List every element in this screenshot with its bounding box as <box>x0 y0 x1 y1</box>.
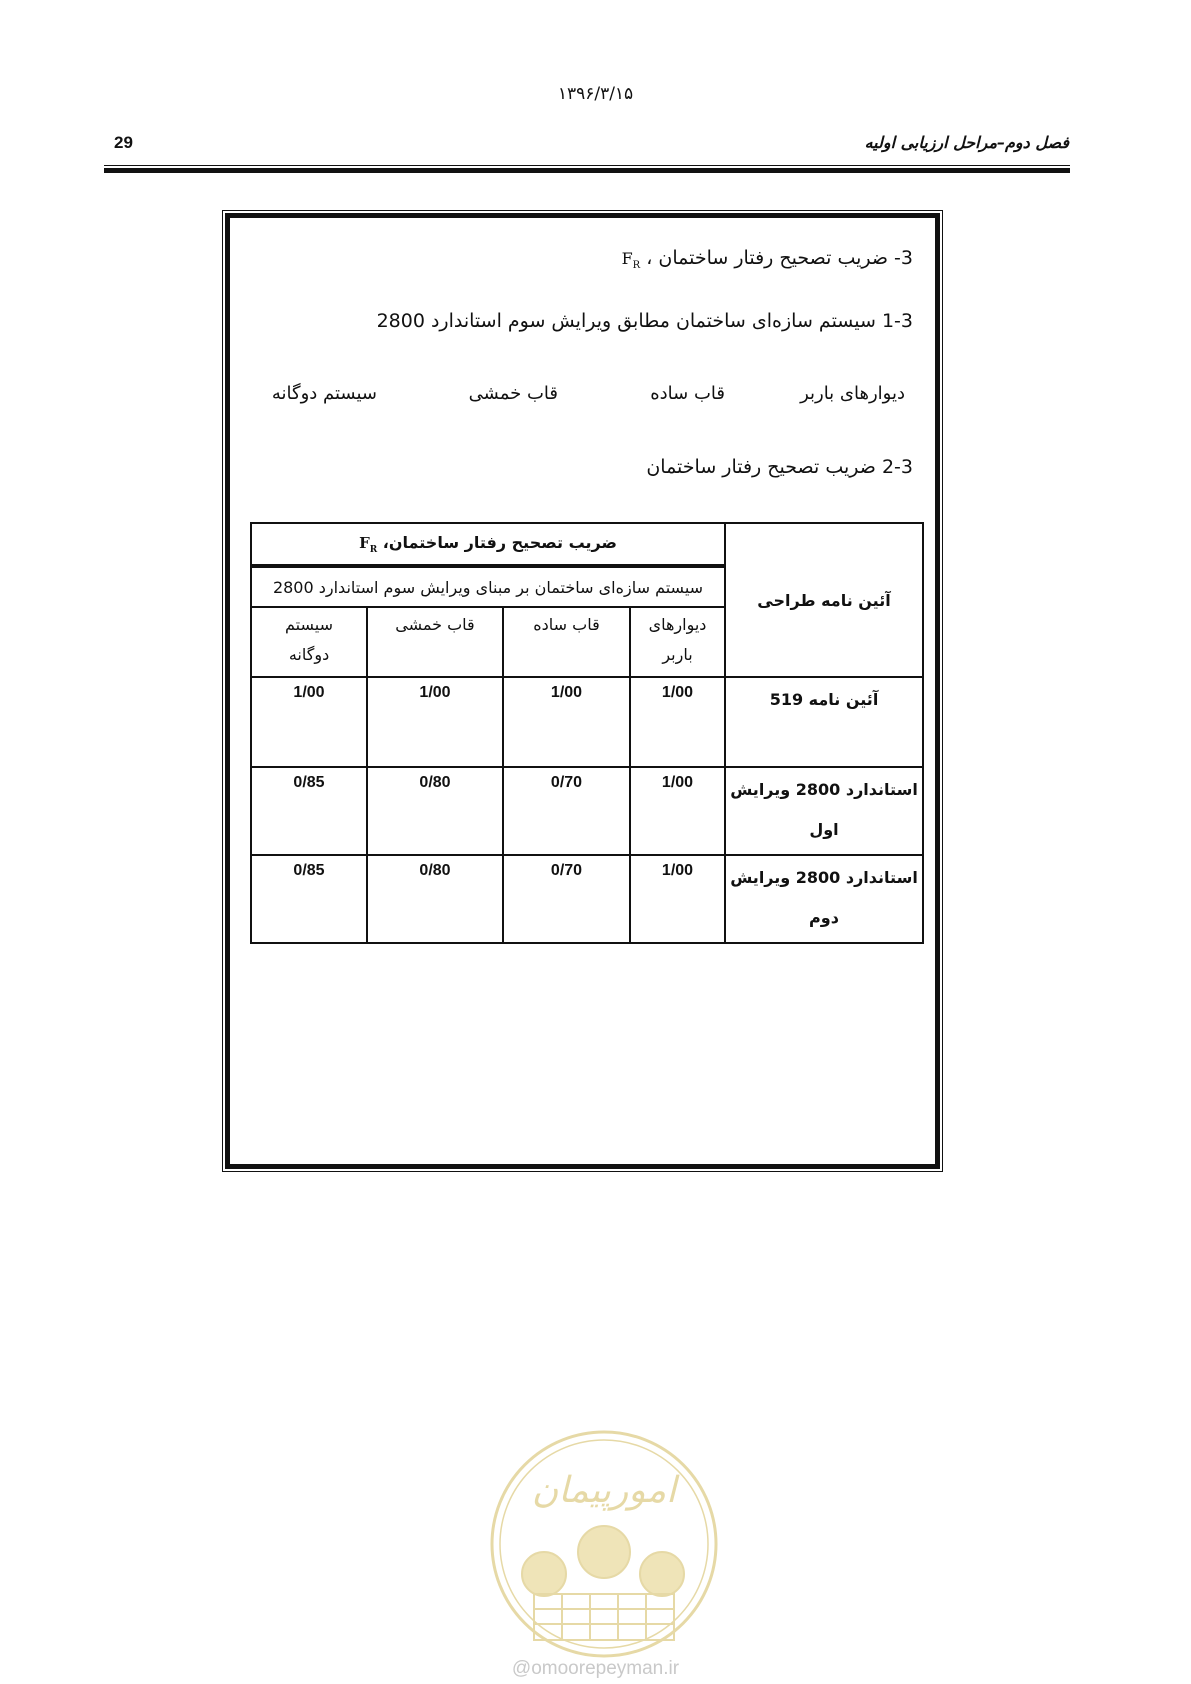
header-rule-thin <box>104 165 1070 166</box>
design-code-header: آئین نامه طراحی <box>725 523 923 677</box>
system-item: سیستم دوگانه <box>271 383 377 404</box>
document-date: ۱۳۹۶/۳/۱۵ <box>557 84 634 104</box>
column-header: دیوارهای باربر <box>630 607 725 677</box>
system-item: قاب ساده <box>650 383 725 404</box>
value-cell: 1/00 <box>630 767 725 855</box>
value-cell: 1/00 <box>630 677 725 767</box>
table-main-header: ضریب تصحیح رفتار ساختمان، $F_R$ <box>251 523 725 566</box>
system-item: دیوارهای باربر <box>800 383 905 404</box>
section-3-2-heading: 2-3 ضریب تصحیح رفتار ساختمان <box>646 456 913 478</box>
section-3-1-heading: 1-3 سیستم سازه‌ای ساختمان مطابق ویرایش سوم استاندارد 2800 <box>376 310 913 332</box>
section-3-heading <box>622 247 913 271</box>
value-cell: 0/80 <box>367 767 503 855</box>
watermark-seal-icon <box>484 1424 724 1664</box>
system-header: سیستم سازه‌ای ساختمان بر مبنای ویرایش سوم استاندارد 2800 <box>251 566 725 607</box>
fr-symbol: $F_R$ <box>359 534 378 555</box>
structural-systems-list <box>271 383 905 413</box>
section-3-title: 3- ضریب تصحیح رفتار ساختمان ، <box>646 247 913 269</box>
table-row <box>251 677 923 767</box>
column-header: قاب خمشی <box>367 607 503 677</box>
row-code: استاندارد 2800 ویرایش دوم <box>725 855 923 943</box>
row-code: استاندارد 2800 ویرایش اول <box>725 767 923 855</box>
table-row <box>251 767 923 855</box>
row-code: آئین نامه 519 <box>725 677 923 767</box>
column-header: قاب ساده <box>503 607 630 677</box>
value-cell: 1/00 <box>367 677 503 767</box>
seal-lettering: امورپیمان <box>531 1470 677 1511</box>
behavior-factor-table <box>250 522 924 944</box>
fr-symbol: $F_R$ <box>621 249 641 272</box>
table-row <box>251 855 923 943</box>
value-cell: 0/70 <box>503 767 630 855</box>
chapter-title: فصل دوم–مراحل ارزیابی اولیه <box>864 133 1069 152</box>
watermark-site: @omoorepeyman.ir <box>511 1658 680 1679</box>
value-cell: 0/85 <box>251 855 367 943</box>
value-cell: 1/00 <box>630 855 725 943</box>
system-item: قاب خمشی <box>468 383 558 404</box>
header-rule-thick <box>104 168 1070 173</box>
page-number: 29 <box>114 133 133 152</box>
value-cell: 0/80 <box>367 855 503 943</box>
column-header: سیستم دوگانه <box>251 607 367 677</box>
value-cell: 0/70 <box>503 855 630 943</box>
value-cell: 1/00 <box>251 677 367 767</box>
value-cell: 0/85 <box>251 767 367 855</box>
value-cell: 1/00 <box>503 677 630 767</box>
